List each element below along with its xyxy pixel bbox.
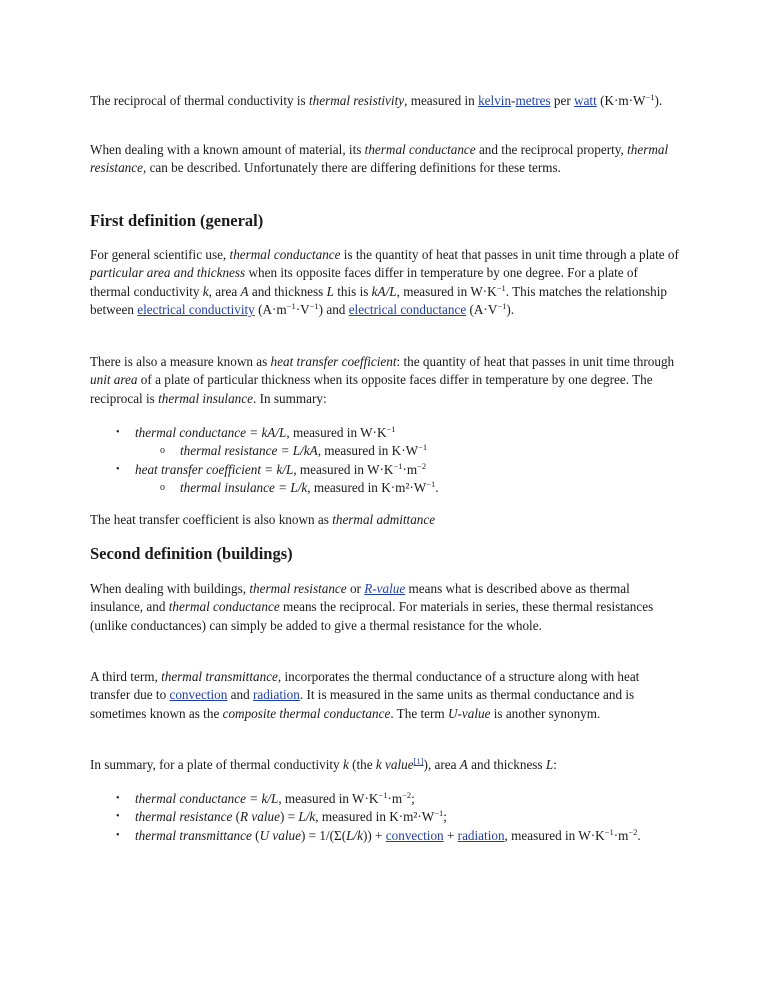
heading-second-definition: Second definition (buildings): [90, 544, 293, 563]
link-metres[interactable]: metres: [515, 93, 551, 108]
sub-bullet-icon: o: [160, 445, 165, 457]
bullet-icon: •: [116, 811, 120, 823]
link-electrical-conductivity[interactable]: electrical conductivity: [137, 301, 255, 317]
paragraph-definitions-intro: When dealing with a known amount of material, its thermal conductance and the reciprocal property, thermal resistance, can be described. Unfortunately there are differing definitions for these terms.: [90, 142, 669, 176]
summary-list-buildings: [90, 790, 680, 845]
link-electrical-conductance[interactable]: electrical conductance: [348, 301, 467, 317]
bullet-icon: •: [116, 463, 120, 475]
list-item: o thermal insulance = L/k, measured in $K\cdot m^2\cdot W^{-1}$.: [90, 479, 680, 497]
reference-link[interactable]: [1]: [413, 756, 424, 766]
link-radiation-2[interactable]: radiation: [457, 827, 505, 843]
bullet-icon: •: [116, 829, 120, 841]
bullet-icon: •: [116, 427, 120, 438]
paragraph-buildings: When dealing with buildings, thermal resistance or R-value means what is described above as thermal insulance, and thermal conductance means the reciprocal. For materials in series, these thermal resistances (unlike conductances) can simply be added to give a thermal resistance for the whole.: [90, 581, 654, 633]
link-convection[interactable]: convection: [169, 687, 228, 703]
list-item: o thermal resistance = L/kA, measured in $K\cdot W^{-1}$: [90, 442, 680, 460]
link-kelvin[interactable]: kelvin: [478, 93, 512, 108]
list-item: • thermal conductance = k/L, measured in $W\cdot K^{-1}\cdot m^{-2}$;: [90, 790, 680, 808]
paragraph-heat-transfer-coefficient: There is also a measure known as heat transfer coefficient: the quantity of heat that passes in unit time through unit area of a plate of particular thickness when its opposite faces differ in temperature by one degree. The reciprocal is thermal insulance. In summary:: [90, 354, 675, 406]
link-radiation[interactable]: radiation: [252, 687, 300, 703]
sub-bullet-icon: o: [160, 481, 165, 493]
paragraph-thermal-resistivity: The reciprocal of thermal conductivity is thermal resistivity, measured in kelvin-metres per watt $(K\cdot m\cdot W^{-1})$.: [90, 92, 663, 108]
summary-list-general: [90, 424, 680, 497]
link-watt[interactable]: watt: [574, 93, 597, 108]
list-item: • thermal transmittance (U value) = 1/(Σ(L/k)) + convection + radiation, measured in $W\cdot K^{-1}\cdot m^{-2}$.: [90, 827, 680, 845]
list-item: • thermal resistance (R value) = L/k, measured in $K\cdot m^2\cdot W^{-1}$;: [90, 808, 680, 826]
paragraph-thermal-admittance: The heat transfer coefficient is also known as thermal admittance: [90, 512, 436, 527]
link-r-value[interactable]: R-value: [364, 581, 406, 596]
list-item: • heat transfer coefficient = k/L, measured in $W\cdot K^{-1}\cdot m^{-2}$: [90, 461, 680, 479]
paragraph-thermal-conductance: For general scientific use, thermal conductance is the quantity of heat that passes in unit time through a plate of particular area and thickness when its opposite faces differ in temperature by one degree. For a plate of thermal conductivity k, area A and thickness L this is kA/L, measured in $W\cdot K^{-1}$. This matches the relationship between electrical conductivity $(A\cdot m^{-1}\cdot V^{-1})$ and electrical conductance $(A\cdot V^{-1})$.: [90, 247, 679, 317]
list-item: • thermal conductance = kA/L, measured in $W\cdot K^{-1}$: [90, 424, 680, 442]
heading-first-definition: First definition (general): [90, 211, 264, 230]
paragraph-thermal-transmittance: A third term, thermal transmittance, incorporates the thermal conductance of a structure along with heat transfer due to convection and radiation. It is measured in the same units as thermal conductance and is sometimes known as the composite thermal conductance. The term U-value is another synonym.: [90, 669, 640, 721]
bullet-icon: •: [116, 793, 120, 804]
link-convection-2[interactable]: convection: [385, 827, 444, 843]
paragraph-summary-plate: In summary, for a plate of thermal conductivity k (the k value[1]), area A and thickness L:: [90, 756, 557, 772]
